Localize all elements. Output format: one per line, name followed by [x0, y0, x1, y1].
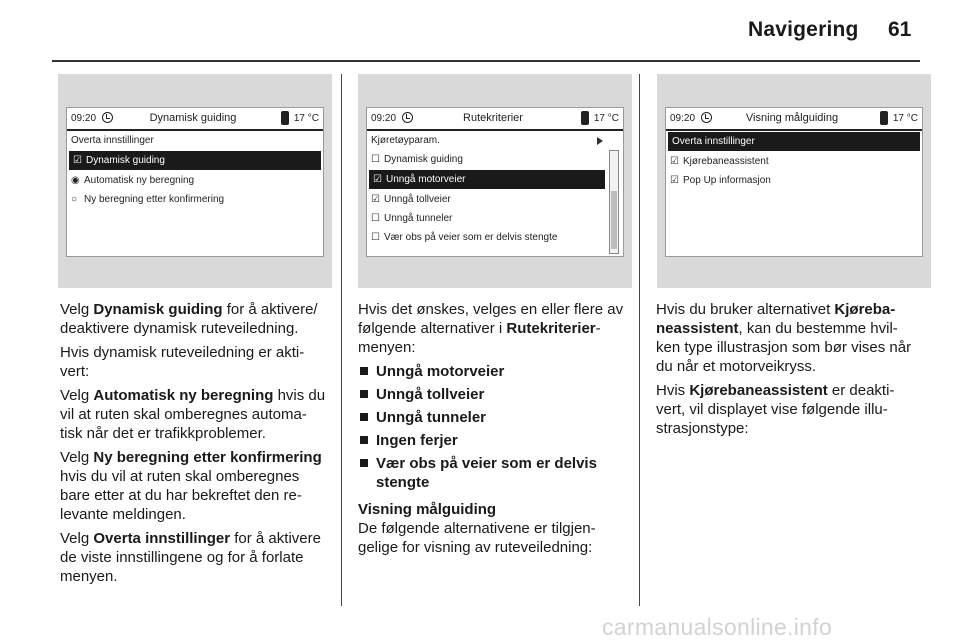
list-item: Unngå tollveier — [358, 385, 630, 404]
menu-item-unnga-tollveier[interactable]: ☑ Unngå tollveier — [367, 190, 623, 209]
paragraph: Velg Automatisk ny beregning hvis du vil at ruten skal omberegnes automa- tisk når det er trafikkproblemer. — [60, 387, 326, 442]
header-rule — [52, 60, 920, 62]
menu-item-dynamisk-guiding[interactable]: ☐ Dynamisk guiding — [367, 150, 623, 169]
clock-icon — [102, 112, 113, 123]
paragraph: Hvis det ønskes, velges en eller flere av følgende alternativer i Rutekriterier-menyen: — [358, 301, 624, 356]
menu-item-unnga-tunneler[interactable]: ☐ Unngå tunneler — [367, 209, 623, 228]
watermark: carmanualsonline.info — [602, 614, 833, 640]
menu-item-vaer-obs[interactable]: ☐ Vær obs på veier som er delvis stengte — [367, 228, 623, 247]
screen-title: Visning målguiding — [745, 112, 839, 124]
radio-selected-icon: ◉ — [71, 175, 80, 186]
bullet-list — [358, 362, 630, 492]
scrollbar-thumb[interactable] — [611, 191, 617, 249]
column-3-text — [656, 300, 920, 443]
list-item: Ingen ferjer — [358, 431, 630, 450]
temperature: 17 °C — [293, 113, 319, 124]
thermometer-icon — [880, 111, 888, 125]
paragraph: Hvis Kjørebaneassistent er deakti- vert, vil displayet vise følgende illu- strasjonstype: — [656, 382, 895, 437]
clock-icon — [701, 112, 712, 123]
checkbox-empty-icon: ☐ — [371, 154, 380, 165]
checkbox-checked-icon: ☑ — [371, 194, 380, 205]
column-divider — [341, 74, 342, 606]
page-number: 61 — [888, 18, 912, 41]
column-2-text — [358, 300, 630, 562]
checkbox-checked-icon: ☑ — [670, 156, 679, 167]
screen-title: Rutekriterier — [463, 112, 523, 124]
clock-time: 09:20 — [670, 113, 696, 124]
checkbox-empty-icon: ☐ — [371, 213, 380, 224]
status-bar — [666, 108, 922, 131]
page-header — [0, 0, 960, 62]
screenshot-visning-malguiding — [657, 74, 931, 288]
paragraph: Velg Dynamisk guiding for å aktivere/ deaktivere dynamisk ruteveiledning. — [60, 301, 318, 337]
display-screen — [665, 107, 923, 257]
list-item: Unngå motorveier — [358, 362, 630, 381]
menu-item-kjoretoyparam[interactable]: Kjøretøyparam. — [371, 135, 440, 146]
clock-icon — [402, 112, 413, 123]
display-screen — [366, 107, 624, 257]
list-item: Vær obs på veier som er delvis stengte — [358, 454, 630, 492]
menu-item-overta-innstillinger[interactable]: Overta innstillinger — [668, 132, 920, 151]
scrollbar[interactable] — [609, 150, 619, 254]
menu-item-ny-beregning-etter-konfirmering[interactable]: ○ Ny beregning etter konfirmering — [67, 190, 323, 209]
menu-item-dynamisk-guiding[interactable]: ☑ Dynamisk guiding — [69, 151, 321, 170]
section-heading: Visning målguiding — [358, 501, 497, 518]
checkbox-checked-icon: ☑ — [670, 175, 679, 186]
column-divider — [639, 74, 640, 606]
temperature: 17 °C — [892, 113, 918, 124]
radio-empty-icon: ○ — [71, 194, 78, 205]
checkbox-checked-icon: ☑ — [73, 155, 82, 166]
paragraph: De følgende alternativene er tilgjen- gelige for visning av ruteveiledning: — [358, 520, 596, 556]
thermometer-icon — [281, 111, 289, 125]
paragraph: Hvis du bruker alternativet Kjøreba- neassistent, kan du bestemme hvil- ken type illustrasjon som bør vises når du når et motorveikryss. — [656, 301, 912, 375]
temperature: 17 °C — [593, 113, 619, 124]
checkbox-empty-icon: ☐ — [371, 232, 380, 243]
arrow-right-icon[interactable] — [597, 137, 603, 145]
status-bar — [367, 108, 623, 131]
display-screen — [66, 107, 324, 257]
checkbox-checked-icon: ☑ — [373, 174, 382, 185]
paragraph: Hvis dynamisk ruteveiledning er akti- vert: — [60, 344, 305, 380]
menu-item-unnga-motorveier[interactable]: ☑ Unngå motorveier — [369, 170, 605, 189]
screen-title: Dynamisk guiding — [149, 112, 237, 124]
paragraph: Velg Overta innstillinger for å aktivere de viste innstillingene og for å forlate menyen. — [60, 530, 321, 585]
menu-item-automatisk-ny-beregning[interactable]: ◉ Automatisk ny beregning — [67, 171, 323, 190]
menu-item-kjorebaneassistent[interactable]: ☑ Kjørebaneassistent — [666, 152, 922, 171]
paragraph: Velg Ny beregning etter konfirmering hvis du vil at ruten skal omberegnes bare etter at du har bekreftet den re- levante meldingen. — [60, 449, 322, 523]
clock-time: 09:20 — [71, 113, 97, 124]
column-1-text — [60, 300, 332, 591]
status-bar — [67, 108, 323, 131]
page-title: Navigering — [748, 18, 859, 41]
list-item: Unngå tunneler — [358, 408, 630, 427]
clock-time: 09:20 — [371, 113, 397, 124]
screenshot-rutekriterier — [358, 74, 632, 288]
screenshot-dynamisk-guiding — [58, 74, 332, 288]
thermometer-icon — [581, 111, 589, 125]
menu-item-overta-innstillinger[interactable]: Overta innstillinger — [71, 135, 154, 146]
menu-item-pop-up-informasjon[interactable]: ☑ Pop Up informasjon — [666, 171, 922, 190]
